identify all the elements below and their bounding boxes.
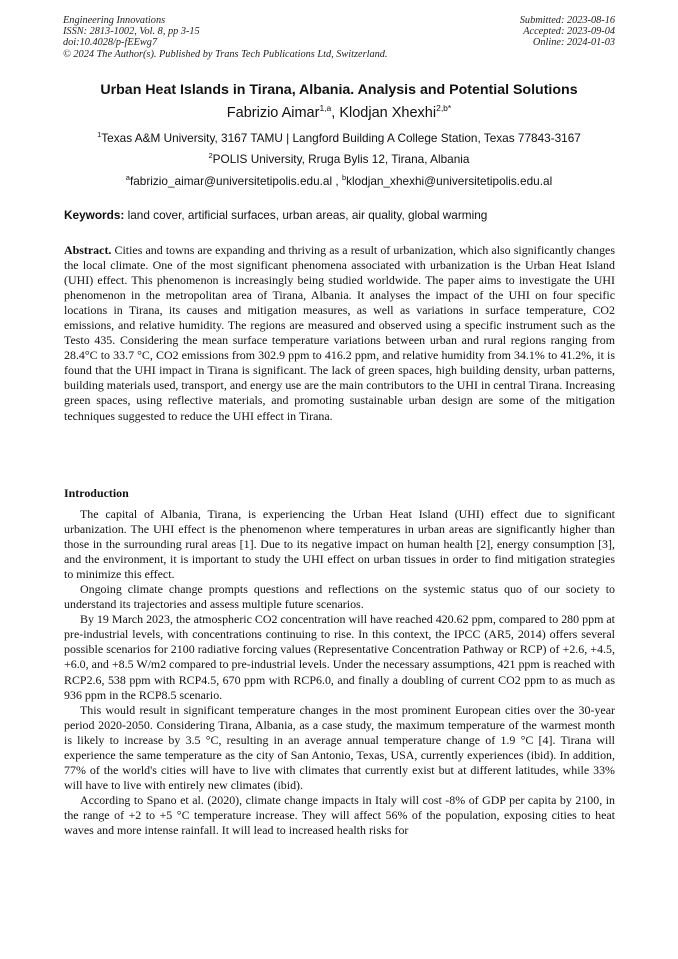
affiliation-2-text: POLIS University, Rruga Bylis 12, Tirana, Albania (212, 152, 470, 166)
copyright-line: © 2024 The Author(s). Published by Trans Tech Publications Ltd, Switzerland. (63, 48, 388, 60)
paper-title: Urban Heat Islands in Tirana, Albania. Analysis and Potential Solutions (100, 82, 578, 98)
author-2: Klodjan Xhexhi (339, 105, 437, 121)
journal-header-right (520, 15, 615, 49)
journal-header-left (63, 15, 387, 60)
submitted-date: Submitted: 2023-08-16 (519, 15, 615, 26)
journal-name: Engineering Innovations (63, 15, 166, 26)
author-1-sup: 1,a (319, 103, 332, 113)
author-2-sup: 2,b* (436, 103, 452, 113)
email-line (0, 174, 678, 188)
affiliation-1-num: 1 (97, 130, 102, 139)
online-date: Online: 2024-01-03 (532, 37, 615, 49)
email-b[interactable]: klodjan_xhexhi@universitetipolis.edu.al (346, 174, 553, 188)
paragraph: By 19 March 2023, the atmospheric CO2 concentration will have reached 420.62 ppm, compared to 280 ppm at pre-industrial levels, with concentrations continuing to rise. In this context, the IPCC (AR5, 2014) offers several possible scenarios for 2100 radiative forcing values (Representative Concentration Pathway or RCP) of +2.6, +4.5, +6.0, and +8.5 W/m2 compared to pre-industrial levels. Under the necessary assumptions, 421 ppm is reached with RCP2.6, 538 ppm with RCP4.5, 670 ppm with RCP6.0, and finally a doubling of current CO2 ppm to as much as 936 ppm in the RCP8.5 scenario. (64, 612, 615, 702)
abstract-label: Abstract. (64, 243, 112, 257)
paragraph: According to Spano et al. (2020), climate change impacts in Italy will cost -8% of GDP per capita by 2100, in the range of +2 to +5 °C temperature increase. They will affect 56% of the population, exposing cities to heat waves and more intense rainfall. It will lead to increased health risks for (64, 792, 615, 837)
affiliation-2 (0, 152, 678, 166)
keywords (64, 208, 616, 222)
email-b-sup: b (341, 173, 347, 182)
introduction-body (64, 507, 615, 838)
abstract-text: Cities and towns are expanding and thriving as a result of urbanization, which also significantly changes the local climate. One of the most significant phenomena associated with urbanization is the Urban Heat Island (UHI) effect. This phenomenon is increasingly being studied worldwide. The paper aims to investigate the UHI phenomenon in the metropolitan area of Tirana, Albania. It analyses the impact of the UHI on four specific locations in Tirana, its causes and mitigation measures, as well as variations in surface temperature, CO2 emissions, and relative humidity. The regions are measured and observed using a specific instrument such as the Testo 435. Considering the mean surface temperature variations between urban and rural regions ranging from 28.4°C to 33.7 °C, CO2 emissions from 302.9 ppm to 416.2 ppm, and relative humidity from 34.1% to 41.2%, it is found that the UHI impact in Tirana is significant. The lack of green spaces, high building density, urban patterns, building materials used, transport, and energy use are the main contributors to the UHI in central Tirana. Increasing green spaces, using reflective materials, and promoting sustainable urban design are some of the mitigation techniques suggested to reduce the UHI effect in Tirana. (64, 243, 615, 423)
email-a-sup: a (125, 173, 130, 182)
author-separator: , (331, 105, 340, 121)
issn-line: ISSN: 2813-1002, Vol. 8, pp 3-15 (63, 26, 200, 38)
paragraph: The capital of Albania, Tirana, is experiencing the Urban Heat Island (UHI) effect due to significant urbanization. The UHI effect is the phenomenon where temperatures in urban areas are significantly higher than those in the surrounding rural areas [1]. Due to its negative impact on human health [2], energy consumption [3], and the environment, it is important to study the UHI effect on urban tissues in order to find mitigation strategies to minimize this effect. (64, 507, 615, 582)
paragraph: This would result in significant temperature changes in the most prominent European cities over the 30-year period 2020-2050. Considering Tirana, Albania, as a case study, the maximum temperature of the warmest month is likely to increase by 3.5 °C, resulting in an average annual temperature change of 1.9 °C [4]. Tirana will experience the same temperature as the city of San Antonio, Texas, USA, currently experiences (ibid). In addition, 77% of the world's cities will have to live with climates that currently exist but at different latitudes, while 33% will have to live with entirely new climates (ibid). (64, 702, 615, 792)
author-1: Fabrizio Aimar (226, 105, 320, 121)
keywords-text: land cover, artificial surfaces, urban areas, air quality, global warming (124, 208, 488, 222)
affiliation-1 (0, 131, 678, 145)
paragraph: Ongoing climate change prompts questions and reflections on the systemic status quo of our society to understand its trajectories and assess multiple future scenarios. (64, 582, 615, 612)
keywords-label: Keywords: (64, 208, 125, 222)
affiliation-1-text: Texas A&M University, 3167 TAMU | Langford Building A College Station, Texas 77843-3167 (101, 131, 581, 145)
doi-line[interactable]: doi:10.4028/p-fEEwg7 (63, 37, 158, 49)
accepted-date: Accepted: 2023-09-04 (523, 26, 615, 38)
abstract (64, 243, 615, 424)
affiliation-2-num: 2 (208, 151, 213, 160)
email-separator: , (332, 174, 342, 188)
email-a[interactable]: fabrizio_aimar@universitetipolis.edu.al (129, 174, 333, 188)
author-line (0, 105, 678, 121)
introduction-heading: Introduction (64, 486, 129, 500)
